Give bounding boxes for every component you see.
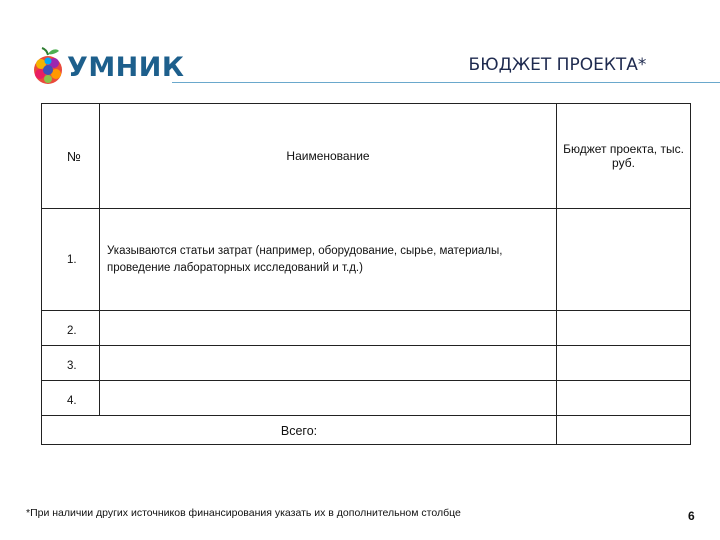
total-row — [42, 416, 691, 445]
row-number: 2. — [42, 311, 100, 346]
row-number: 4. — [42, 381, 100, 416]
table-row — [42, 311, 691, 346]
table-row — [42, 209, 691, 311]
row-budget — [557, 346, 691, 381]
slide-title: БЮДЖЕТ ПРОЕКТА* — [468, 55, 647, 75]
row-name — [100, 346, 557, 381]
column-header-number: № — [42, 104, 100, 209]
table-header-row — [42, 104, 691, 209]
row-name — [100, 311, 557, 346]
total-value — [557, 416, 691, 445]
total-label: Всего: — [42, 416, 557, 445]
logo-text: УМНИК — [67, 51, 185, 83]
column-header-budget: Бюджет проекта, тыс. руб. — [557, 104, 691, 209]
apple-logo-icon — [30, 46, 66, 86]
column-header-name: Наименование — [100, 104, 557, 209]
row-budget — [557, 311, 691, 346]
footnote: *При наличии других источников финансирования указать их в дополнительном столбце — [26, 507, 461, 519]
row-budget — [557, 209, 691, 311]
table-row — [42, 346, 691, 381]
row-budget — [557, 381, 691, 416]
row-number: 3. — [42, 346, 100, 381]
table-row — [42, 381, 691, 416]
row-number: 1. — [42, 209, 100, 311]
row-name — [100, 381, 557, 416]
budget-table — [41, 103, 691, 445]
page-number: 6 — [688, 509, 695, 523]
row-name: Указываются статьи затрат (например, оборудование, сырье, материалы, проведение лабораторных исследований и т.д.) — [100, 209, 557, 311]
umnik-logo — [30, 46, 184, 86]
header-rule — [172, 82, 720, 83]
